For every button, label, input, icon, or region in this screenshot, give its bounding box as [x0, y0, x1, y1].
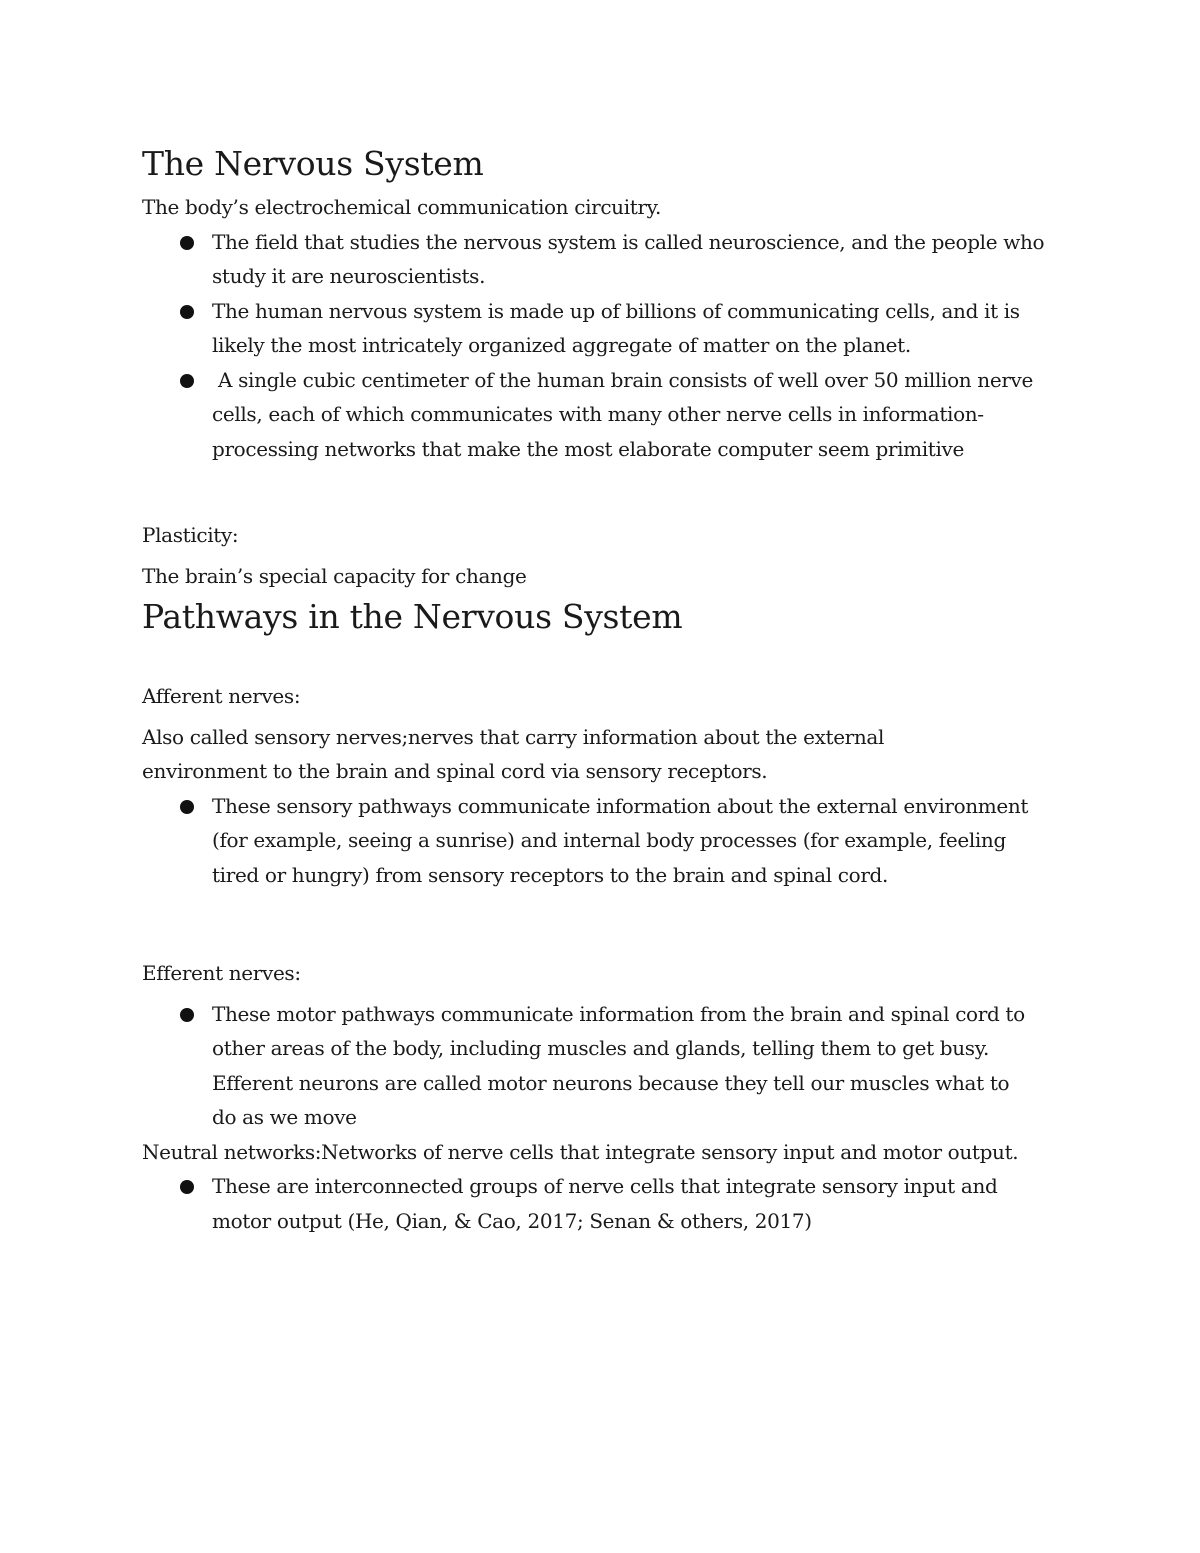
bullet-icon: [180, 305, 194, 319]
list-item-text: These are interconnected groups of nerve cells that integrate sensory input and motor output (He, Qian, & Cao, 2017; Senan & others, 2017): [212, 1174, 998, 1233]
intro-definition: The body’s electrochemical communication circuitry.: [142, 195, 661, 219]
plasticity-term: Plasticity:: [142, 523, 239, 547]
list-item: [142, 225, 1057, 294]
bullet-icon: [180, 374, 194, 388]
list-item: [142, 363, 1057, 467]
list-item-text: The field that studies the nervous system is called neuroscience, and the people who study it are neuroscientists.: [212, 229, 1045, 288]
list-item-text: The human nervous system is made up of billions of communicating cells, and it is likely the most intricately organized aggregate of matter on the planet.: [212, 298, 1020, 357]
bullet-icon: [180, 1008, 194, 1022]
bullet-icon: [180, 236, 194, 250]
plasticity-definition: The brain’s special capacity for change: [142, 563, 527, 588]
efferent-bullet-list: [142, 997, 1057, 1135]
intro-bullet-list: [142, 225, 1057, 467]
list-item: [142, 294, 1057, 363]
bullet-icon: [180, 1180, 194, 1194]
afferent-definition: Also called sensory nerves;nerves that carry information about the external environment to the brain and spinal cord via sensory receptors.: [142, 724, 885, 783]
neural-networks-bullet-list: [142, 1169, 1057, 1238]
afferent-term: Afferent nerves:: [142, 684, 301, 708]
document-page: [142, 142, 1057, 1238]
list-item-text: These sensory pathways communicate information about the external environment (for example, seeing a sunrise) and internal body processes (for example, feeling tired or hungry) from sensory receptors to the brain and spinal cord.: [212, 793, 1029, 887]
list-item-text: A single cubic centimeter of the human brain consists of well over 50 million nerve cells, each of which communicates with many other nerve cells in information-processing networks that make the most elaborate computer seem primitive: [212, 367, 1039, 461]
list-item-text: These motor pathways communicate information from the brain and spinal cord to other areas of the body, including muscles and glands, telling them to get busy. Efferent neurons are called motor neurons because they tell our muscles what to do as we move: [212, 1001, 1025, 1129]
efferent-term: Efferent nerves:: [142, 961, 301, 985]
list-item: [142, 997, 1057, 1135]
bullet-icon: [180, 800, 194, 814]
afferent-bullet-list: [142, 789, 1057, 893]
page-title: The Nervous System: [142, 144, 484, 183]
section-title-pathways: Pathways in the Nervous System: [142, 597, 683, 636]
list-item: [142, 1169, 1057, 1238]
list-item: [142, 789, 1057, 893]
neural-networks-definition: Neutral networks:Networks of nerve cells that integrate sensory input and motor output.: [142, 1139, 1019, 1164]
